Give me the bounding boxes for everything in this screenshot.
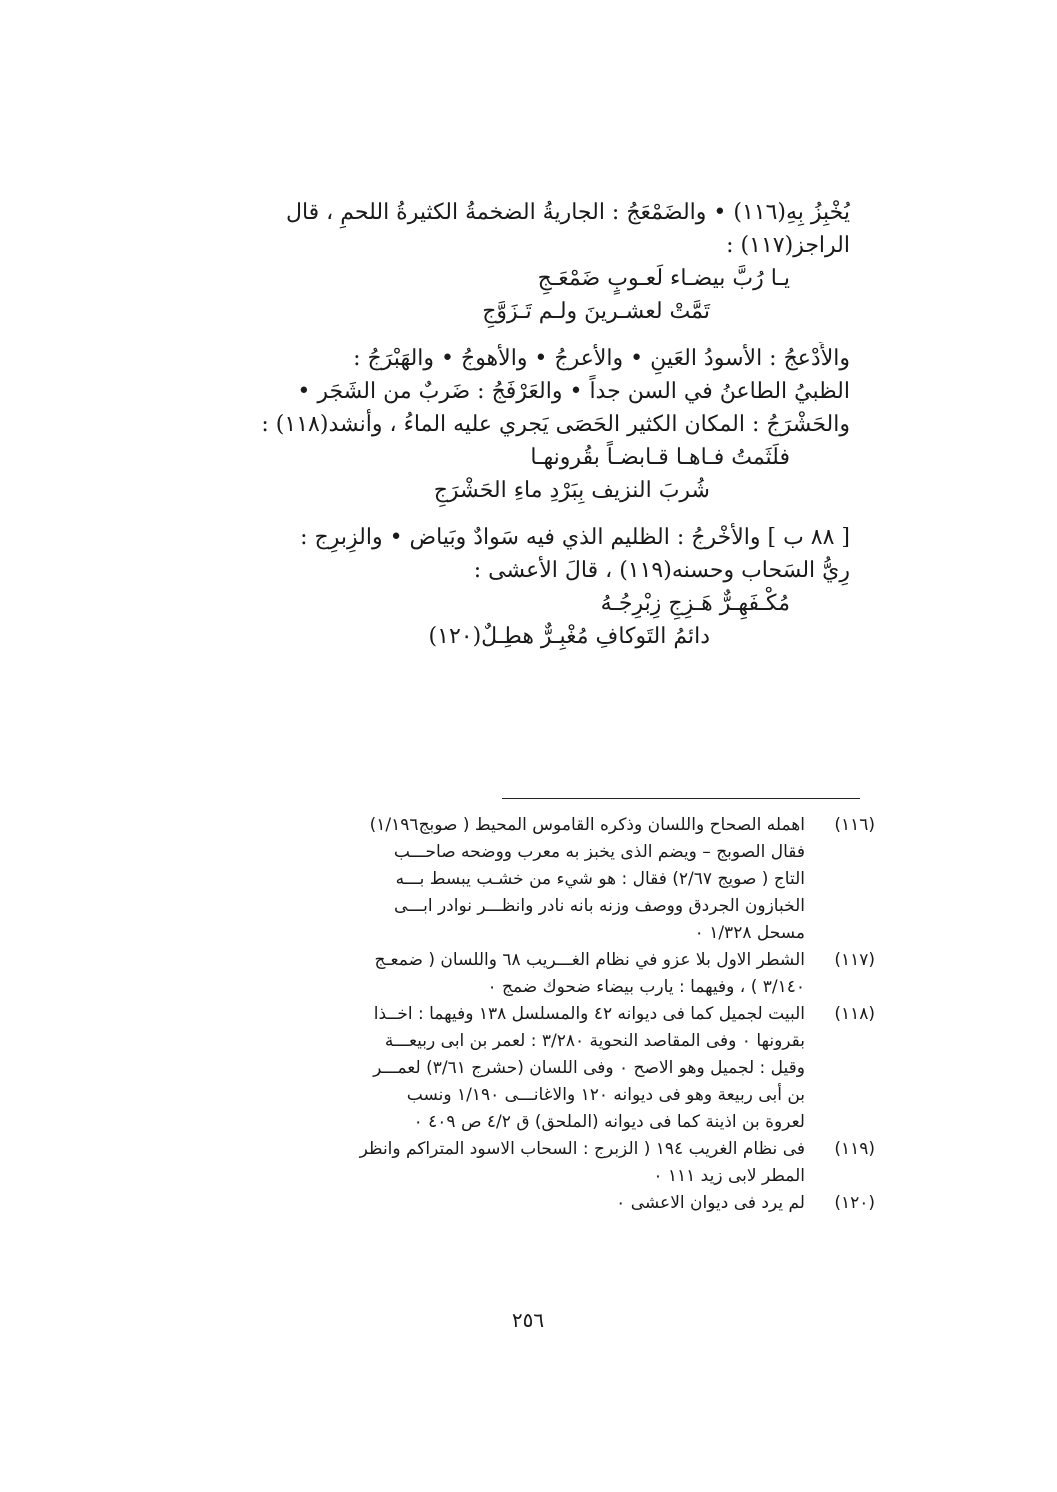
- footnotes: [205, 812, 875, 1217]
- footnote-number: (١١٧): [834, 950, 875, 970]
- footnote-line: بن أبى ربيعة وهو فى ديوانه ١٢٠ والاغانـــى ١/١٩٠ ونسب: [406, 1085, 805, 1105]
- footnote-line: ٣/١٤٠ ) ، وفيهما : يارب بيضاء ضحوك ضمج ٠: [487, 977, 805, 997]
- footnote-line: مسحل ١/٣٢٨ ٠: [694, 923, 805, 943]
- footnote: [205, 947, 875, 1001]
- main-text: [205, 196, 850, 653]
- verse-line: تَمَّتْ لعشـرينَ ولـم تَـزَوَّجِ: [482, 299, 710, 324]
- text-line: [ ٨٨ ب ] والأخْرجُ : الظليم الذي فيه سَوادٌ وبَياض • والزِبرِج :: [300, 525, 850, 550]
- verse-line: دائمُ التَوكافِ مُغْبِـرٌّ هطِـلٌ(١٢٠): [428, 624, 710, 649]
- text-line: والأَدْعجُ : الأسودُ العَينِ • والأعرجُ • والأهوجُ • والهَبْرَجُ :: [353, 346, 850, 371]
- footnote-line: التاج ( صويج ٢/٦٧) فقال : هو شيء من خشـب يبسط بـــه: [395, 869, 805, 889]
- footnote-line: المطر لابى زيد ١١١ ٠: [653, 1166, 805, 1186]
- footnote-line: البيت لجميل كما فى ديوانه ٤٢ والمسلسل ١٣٨ وفيهما : اخــذا: [373, 1004, 805, 1024]
- footnote-number: (١١٩): [834, 1139, 875, 1159]
- footnote-line: اهمله الصحاح واللسان وذكره القاموس المحيط ( صوبج١/١٩٦): [369, 815, 805, 835]
- footnote: [205, 812, 875, 947]
- text-line: رِيُّ السَحاب وحسنه(١١٩) ، قالَ الأعشى :: [473, 558, 850, 583]
- verse-line: يـا رُبَّ بيضـاء لَعـوبٍ ضَمْعَـجِ: [537, 266, 790, 291]
- footnote-line: لعروة بن اذينة كما فى ديوانه (الملحق) ق ٤/٢ ص ٤٠٩ ٠: [413, 1112, 805, 1132]
- footnote-line: فى نظام الغريب ١٩٤ ( الزبرج : السحاب الاسود المتراكم وانظر: [359, 1139, 805, 1159]
- verse-line: فلَثَمتُ فـاهـا قـابضـاً بقُرونهـا: [530, 445, 790, 470]
- footnote: [205, 1001, 875, 1136]
- footnote-number: (١١٦): [834, 815, 875, 835]
- text-line: الراجز(١١٧) :: [726, 233, 850, 258]
- text-line: الظبيُ الطاعنُ في السن جداً • والعَرْفَجُ : ضَربٌ من الشَجَر •: [297, 379, 850, 404]
- page-number: ٢٥٦: [511, 1308, 545, 1332]
- verse-line: شُربَ النزيف بِبَرْدِ ماءِ الحَشْرَجِ: [433, 478, 710, 503]
- text-line: والحَشْرَجُ : المكان الكثير الحَصَى يَجري عليه الماءُ ، وأنشد(١١٨) :: [261, 412, 850, 437]
- footnote-line: وقيل : لجميل وهو الاصح ٠ وفى اللسان (حشرج ٣/٦١) لعمـــر: [373, 1058, 805, 1078]
- footnote-separator: [502, 798, 860, 799]
- footnote-line: بقرونها ٠ وفى المقاصد النحوية ٣/٢٨٠ : لعمر بن ابى ربيعـــة: [384, 1031, 805, 1051]
- text-line: يُخْبِزُ بِهِ(١١٦) • والضَمْعَجُ : الجاريةُ الضخمةُ الكثيرةُ اللحمِ ، قال: [285, 200, 850, 225]
- footnote: [205, 1136, 875, 1190]
- footnote-line: الشطر الاول بلا عزو في نظام الغـــريب ٦٨ واللسان ( ضمعـج: [374, 950, 805, 970]
- footnote-line: الخبازون الجردق ووصف وزنه بانه نادر وانظـــر نوادر ابـــى: [393, 896, 805, 916]
- footnote-number: (١١٨): [834, 1004, 875, 1024]
- footnote-number: (١٢٠): [834, 1193, 875, 1213]
- verse-line: مُكْـفَهِـرٌّ هَـزِجٍ زِبْرِجُـهُ: [600, 591, 790, 616]
- footnote: [205, 1190, 875, 1217]
- footnote-line: فقال الصوبج – ويضم الذى يخبز به معرب ووضحه صاحـــب: [393, 842, 805, 862]
- footnote-line: لم يرد فى ديوان الاعشى ٠: [616, 1193, 805, 1213]
